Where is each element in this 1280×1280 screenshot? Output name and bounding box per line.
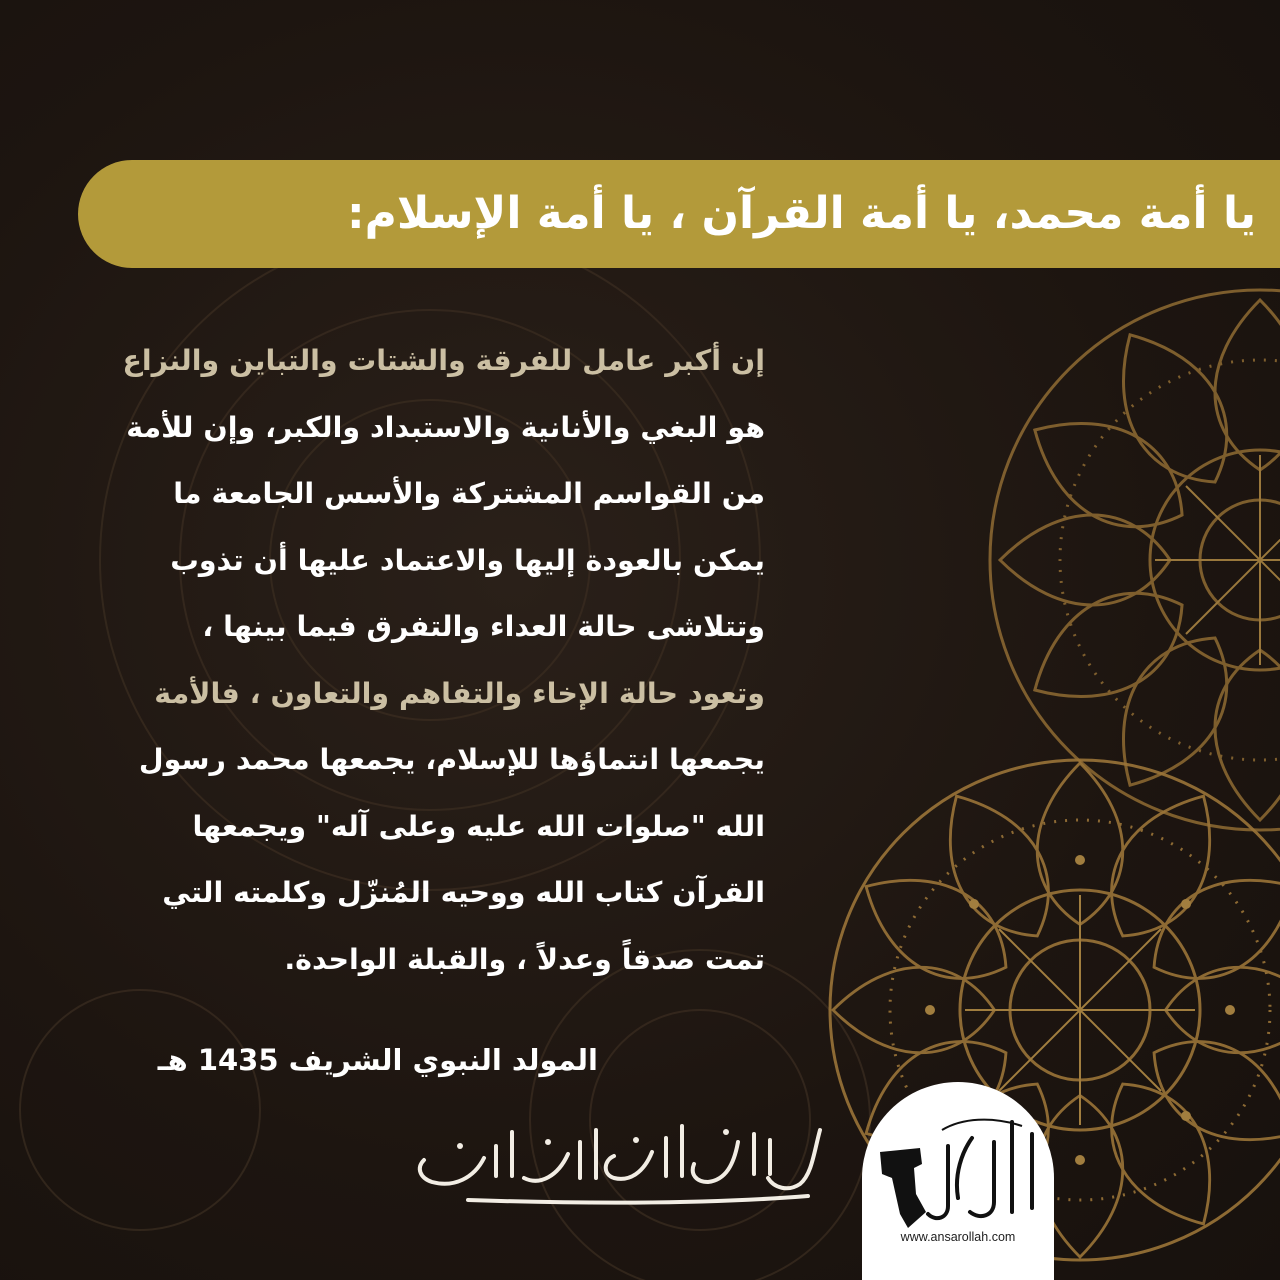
quote-line: يجمعها انتماؤها للإسلام، يجمعها محمد رسول — [138, 743, 765, 776]
ansarollah-logo — [862, 1082, 1054, 1232]
banner-title: يا أمة محمد، يا أمة القرآن ، يا أمة الإسلام: — [347, 188, 1256, 239]
website-url: www.ansarollah.com — [900, 1230, 1016, 1244]
calligraphy-signature — [408, 1112, 828, 1208]
quote-line: القرآن كتاب الله ووحيه المُنزّل وكلمته التي — [162, 876, 765, 909]
occasion-date: المولد النبوي الشريف 1435 هـ — [157, 1043, 598, 1077]
quote-line: تمت صدقاً وعدلاً ، والقبلة الواحدة. — [284, 942, 765, 976]
title-banner — [78, 160, 1280, 268]
quote-line: هو البغي والأنانية والاستبداد والكبر، وإن للأمة — [126, 410, 765, 444]
quote-line: يمكن بالعودة إليها والاعتماد عليها أن تذوب — [170, 543, 765, 577]
quote-line: وتعود حالة الإخاء والتفاهم والتعاون ، فالأمة — [154, 676, 765, 710]
quote-text — [65, 328, 765, 993]
quote-line: إن أكبر عامل للفرقة والشتات والتباين والنزاع — [122, 344, 765, 377]
quote-line: وتتلاشى حالة العداء والتفرق فيما بينها ، — [202, 610, 765, 643]
quote-line: من القواسم المشتركة والأسس الجامعة ما — [173, 477, 765, 510]
ansarollah-logo-badge — [862, 1082, 1054, 1280]
quote-line: الله "صلوات الله عليه وعلى آله" ويجمعها — [192, 809, 765, 843]
